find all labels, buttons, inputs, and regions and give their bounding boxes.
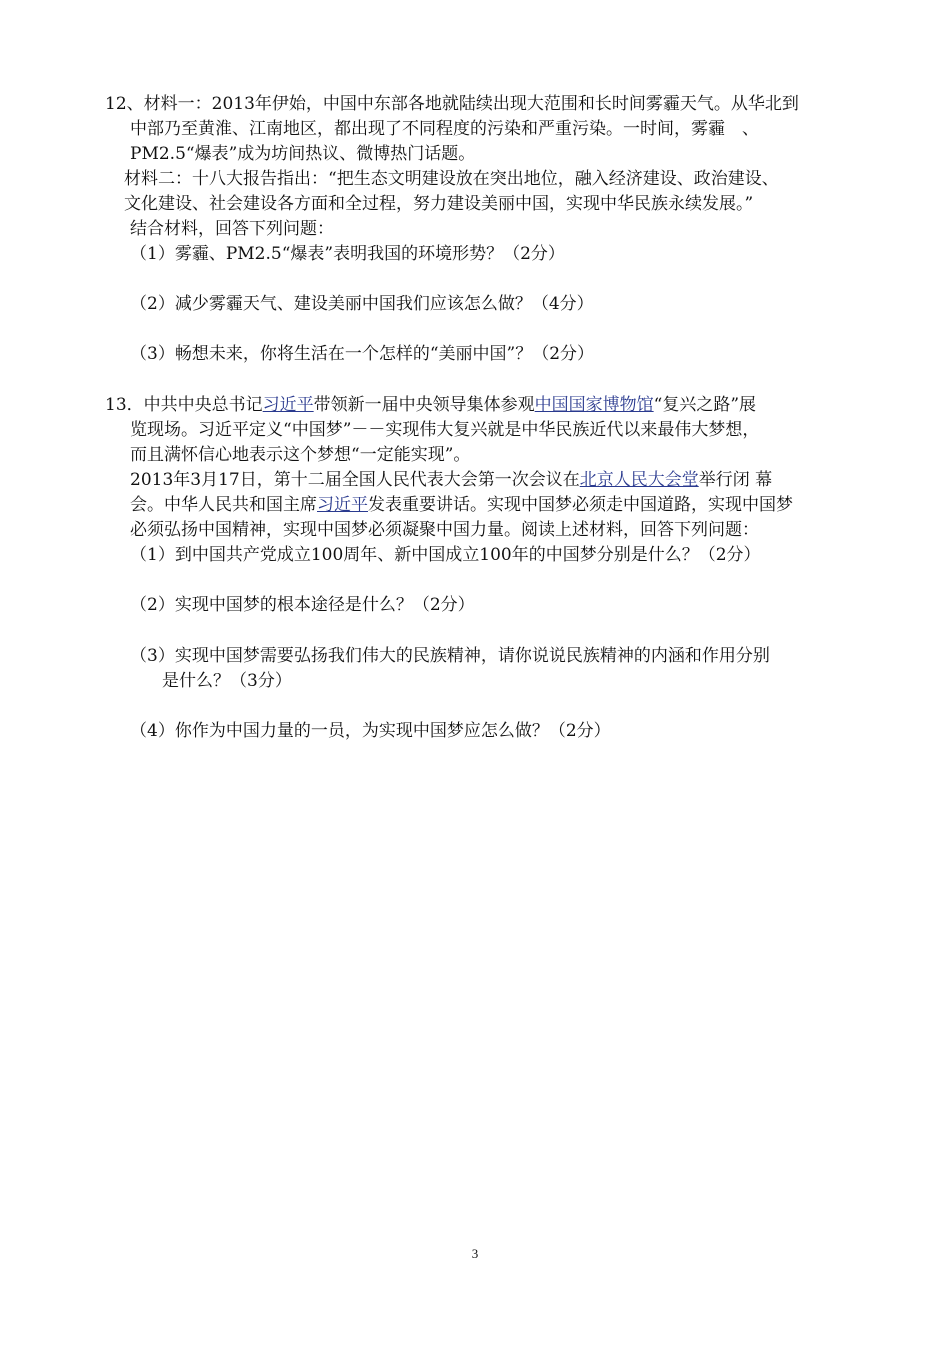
- q12-question-1: （1）雾霾、PM2.5“爆表”表明我国的环境形势？（2分）: [130, 244, 565, 264]
- q13-line-3: 而且满怀信心地表示这个梦想“一定能实现”。: [130, 445, 471, 465]
- page-number: 3: [471, 1246, 479, 1261]
- q13-line-2: 览现场。习近平定义“中国梦”－－实现伟大复兴就是中华民族近代以来最伟大梦想，: [130, 420, 760, 440]
- q13-line-5-text-b: 发表重要讲话。实现中国梦必须走中国道路，实现中国梦: [368, 495, 793, 515]
- q13-line-1-text-c: “复兴之路”展: [653, 395, 757, 415]
- q13-question-2: （2）实现中国梦的根本途径是什么？（2分）: [130, 595, 475, 615]
- link-xi-jinping-2[interactable]: 习近平: [317, 495, 368, 515]
- q12-line-1: 12、材料一：2013年伊始，中国中东部各地就陆续出现大范围和长时间雾霾天气。从华北到: [105, 94, 799, 114]
- q13-line-6: 必须弘扬中国精神，实现中国梦必须凝聚中国力量。阅读上述材料，回答下列问题：: [130, 520, 759, 540]
- q12-line-6: 结合材料，回答下列问题：: [130, 219, 334, 239]
- q13-line-5: [130, 494, 793, 516]
- link-xi-jinping-1[interactable]: 习近平: [262, 395, 314, 415]
- q12-line-4: 材料二：十八大报告指出：“把生态文明建设放在突出地位，融入经济建设、政治建设、: [124, 169, 779, 189]
- q13-line-1: [105, 394, 756, 416]
- q13-line-5-text-a: 会。中华人民共和国主席: [130, 495, 317, 515]
- q13-line-4: [130, 469, 772, 491]
- q13-line-4-text-b: 举行闭 幕: [698, 470, 773, 490]
- link-great-hall[interactable]: 北京人民大会堂: [579, 470, 699, 490]
- q12-question-3: （3）畅想未来，你将生活在一个怎样的“美丽中国”？（2分）: [130, 344, 595, 364]
- q13-question-3-cont: 是什么？（3分）: [162, 671, 292, 691]
- q12-line-2: 中部乃至黄淮、江南地区，都出现了不同程度的污染和严重污染。一时间，雾霾 、: [130, 119, 759, 139]
- q12-line-3: PM2.5“爆表”成为坊间热议、微博热门话题。: [130, 144, 476, 164]
- link-national-museum[interactable]: 中国国家博物馆: [534, 395, 654, 415]
- q12-question-2: （2）减少雾霾天气、建设美丽中国我们应该怎么做？（4分）: [130, 294, 594, 314]
- q13-line-4-text-a: 2013年3月17日，第十二届全国人民代表大会第一次会议在: [130, 470, 580, 490]
- q12-line-5: 文化建设、社会建设各方面和全过程，努力建设美丽中国，实现中华民族永续发展。”: [124, 194, 754, 214]
- q13-line-1-text-a: 13．中共中央总书记: [105, 395, 263, 415]
- q13-question-4: （4）你作为中国力量的一员，为实现中国梦应怎么做？（2分）: [130, 721, 611, 741]
- q13-question-3: （3）实现中国梦需要弘扬我们伟大的民族精神，请你说说民族精神的内涵和作用分别: [130, 646, 770, 666]
- q13-line-1-text-b: 带领新一届中央领导集体参观: [313, 395, 535, 415]
- q13-question-1: （1）到中国共产党成立100周年、新中国成立100年的中国梦分别是什么？（2分）: [130, 545, 761, 565]
